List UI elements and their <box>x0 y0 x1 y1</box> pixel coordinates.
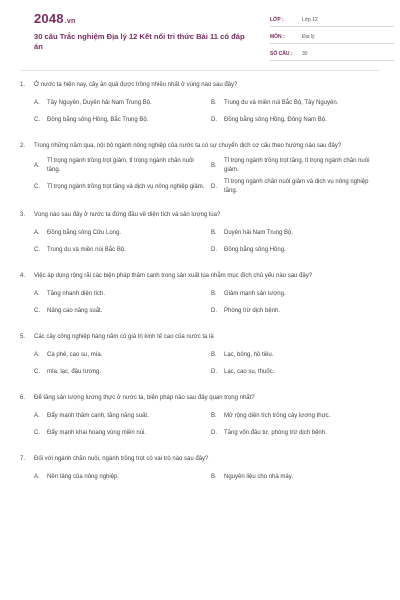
option-letter: D. <box>211 429 217 436</box>
option-letter: C. <box>34 368 40 375</box>
logo-main: 2048 <box>34 11 64 26</box>
option-letter: C. <box>34 183 40 190</box>
question-text: Ở nước ta hiện nay, cây ăn quả được trồng nhiều nhất ở vùng nào sau đây? <box>34 82 238 88</box>
option-c[interactable] <box>34 178 205 196</box>
option-letter: B. <box>211 473 217 480</box>
option-text: Đồng bằng sông Hồng, Bắc Trung Bộ. <box>47 116 149 123</box>
option-list <box>20 287 382 321</box>
option-letter: D. <box>211 368 217 375</box>
meta-row-count <box>270 47 394 61</box>
option-letter: B. <box>211 99 217 106</box>
question-1 <box>20 80 382 130</box>
option-text: Tăng nhanh diện tích. <box>47 290 106 297</box>
option-letter: D. <box>211 246 217 253</box>
option-list <box>20 157 382 199</box>
option-letter: D. <box>211 183 217 190</box>
question-stem <box>20 210 382 220</box>
option-b[interactable] <box>211 287 382 301</box>
option-text: Lạc, bông, hồ tiêu. <box>224 351 274 358</box>
option-a[interactable] <box>34 409 205 423</box>
question-stem <box>20 271 382 281</box>
option-d[interactable] <box>211 243 382 257</box>
question-stem <box>20 393 382 403</box>
question-number: 6. <box>20 395 26 401</box>
question-stem <box>20 80 382 90</box>
option-letter: C. <box>34 246 40 253</box>
question-7 <box>20 454 382 487</box>
document-header <box>14 0 386 70</box>
option-d[interactable] <box>211 304 382 318</box>
option-text: Nền tảng của nông nghiệp. <box>47 473 120 480</box>
option-letter: D. <box>211 116 217 123</box>
question-number: 4. <box>20 273 26 279</box>
question-6 <box>20 393 382 443</box>
option-d[interactable] <box>211 113 382 127</box>
question-3 <box>20 210 382 260</box>
option-text: Trung du và miền núi Bắc Bộ. <box>47 246 126 253</box>
site-logo[interactable] <box>34 11 75 26</box>
option-text: Phòng trừ dịch bệnh. <box>224 307 281 314</box>
question-stem <box>20 454 382 464</box>
option-b[interactable] <box>211 96 382 110</box>
option-c[interactable] <box>34 243 205 257</box>
question-text: Để tăng sản lượng lương thực ở nước ta, biện pháp nào sau đây quan trọng nhất? <box>34 395 255 401</box>
question-stem <box>20 141 382 151</box>
option-text: Mở rộng diện tích trồng cây lương thực. <box>224 412 331 419</box>
option-list <box>20 96 382 130</box>
option-text: Tăng vốn đầu tư, phòng trừ dịch bệnh. <box>224 429 327 436</box>
option-letter: B. <box>211 412 217 419</box>
document-title: 30 câu Trắc nghiệm Địa lý 12 Kết nối tri thức Bài 11 có đáp án <box>34 32 245 51</box>
option-c[interactable] <box>34 426 205 440</box>
option-text: Đồng bằng sông Hồng, Đông Nam Bộ. <box>224 116 327 123</box>
option-text: Trung du và miền núi Bắc Bộ, Tây Nguyên. <box>224 99 339 106</box>
meta-row-grade <box>270 13 394 27</box>
option-c[interactable] <box>34 304 205 318</box>
option-letter: C. <box>34 429 40 436</box>
option-list <box>20 409 382 443</box>
option-d[interactable] <box>211 178 382 196</box>
question-number: 3. <box>20 212 26 218</box>
option-b[interactable] <box>211 348 382 362</box>
meta-label: LỚP : <box>270 16 284 23</box>
document-meta <box>270 13 394 64</box>
question-stem <box>20 332 382 342</box>
option-b[interactable] <box>211 409 382 423</box>
question-2 <box>20 141 382 199</box>
option-text: Lạc, cao su, thuốc. <box>224 368 275 375</box>
option-text: Tỉ trọng ngành trồng trọt giảm, tỉ trọng ngành chăn nuôi tăng. <box>47 158 194 173</box>
option-text: Tỉ trọng ngành trồng trọt tăng, tỉ trọng ngành chăn nuôi giảm. <box>224 158 370 173</box>
option-c[interactable] <box>34 113 205 127</box>
option-text: Tây Nguyên, Duyên hải Nam Trung Bộ. <box>47 99 152 106</box>
option-a[interactable] <box>34 348 205 362</box>
option-text: mía, lạc, đậu tương. <box>47 368 101 375</box>
option-letter: A. <box>34 473 40 480</box>
option-letter: C. <box>34 307 40 314</box>
option-letter: B. <box>211 162 217 169</box>
option-letter: B. <box>211 351 217 358</box>
question-text: Các cây công nghiệp hàng năm có giá trị kinh tế cao của nước ta là <box>34 334 214 340</box>
option-letter: C. <box>34 116 40 123</box>
option-c[interactable] <box>34 365 205 379</box>
meta-label: MÔN : <box>270 33 285 40</box>
option-letter: A. <box>34 351 40 358</box>
question-text: Trong những năm qua, nội bộ ngành nông nghiệp của nước ta có sự chuyển dịch cơ cấu theo hướng nào sau đây? <box>34 143 342 149</box>
option-d[interactable] <box>211 365 382 379</box>
option-letter: B. <box>211 290 217 297</box>
question-number: 2. <box>20 143 26 149</box>
option-text: Nâng cao năng suất. <box>47 307 103 314</box>
option-letter: D. <box>211 307 217 314</box>
option-letter: A. <box>34 412 40 419</box>
option-text: Cà phê, cao su, mía. <box>47 351 103 358</box>
option-a[interactable] <box>34 157 205 175</box>
option-list <box>20 470 382 487</box>
logo-suffix: .vn <box>64 18 76 25</box>
option-text: Duyên hải Nam Trung Bộ. <box>224 229 294 236</box>
question-number: 7. <box>20 456 26 462</box>
option-text: Tỉ trọng ngành chăn nuôi giảm và dịch vụ nông nghiệp tăng. <box>224 179 369 194</box>
question-number: 1. <box>20 82 26 88</box>
question-text: Vùng nào sau đây ở nước ta đứng đầu về diện tích và sản lượng lúa? <box>34 212 221 218</box>
option-letter: B. <box>211 229 217 236</box>
question-list <box>20 80 382 498</box>
option-list <box>20 348 382 382</box>
option-text: Đồng bằng sông Cửu Long. <box>47 229 122 236</box>
option-letter: A. <box>34 229 40 236</box>
option-text: Đồng bằng sông Hồng. <box>224 246 286 253</box>
option-a[interactable] <box>34 96 205 110</box>
meta-row-subject <box>270 30 394 44</box>
option-text: Tỉ trọng ngành trồng trọt tăng và dịch vụ nông nghiệp giảm. <box>47 183 205 190</box>
question-4 <box>20 271 382 321</box>
option-a[interactable] <box>34 470 205 484</box>
option-d[interactable] <box>211 426 382 440</box>
option-a[interactable] <box>34 287 205 301</box>
meta-value: Lớp 12 <box>302 16 318 23</box>
option-list <box>20 226 382 260</box>
option-text: Nguyên liệu cho nhà máy. <box>224 473 293 480</box>
option-text: Giảm mạnh sản lượng. <box>224 290 286 297</box>
question-5 <box>20 332 382 382</box>
option-b[interactable] <box>211 226 382 240</box>
question-text: Đối với ngành chăn nuôi, ngành trồng trọt có vai trò nào sau đây? <box>34 456 209 462</box>
meta-label: SỐ CÂU : <box>270 50 293 57</box>
option-letter: A. <box>34 99 40 106</box>
option-text: Đẩy mạnh khai hoang vùng miền núi. <box>47 429 147 436</box>
question-number: 5. <box>20 334 26 340</box>
option-letter: A. <box>34 162 40 169</box>
option-b[interactable] <box>211 470 382 484</box>
option-b[interactable] <box>211 157 382 175</box>
option-text: Đẩy mạnh thâm canh, tăng năng suất. <box>47 412 149 419</box>
meta-value: 30 <box>302 50 308 57</box>
question-text: Việc áp dụng rộng rãi các biện pháp thâm canh trong sản xuất lúa nhằm mục đích chủ yếu nào sau đây? <box>34 273 313 279</box>
meta-value: Địa lý <box>302 33 315 40</box>
header-divider <box>20 70 380 71</box>
option-a[interactable] <box>34 226 205 240</box>
option-letter: A. <box>34 290 40 297</box>
